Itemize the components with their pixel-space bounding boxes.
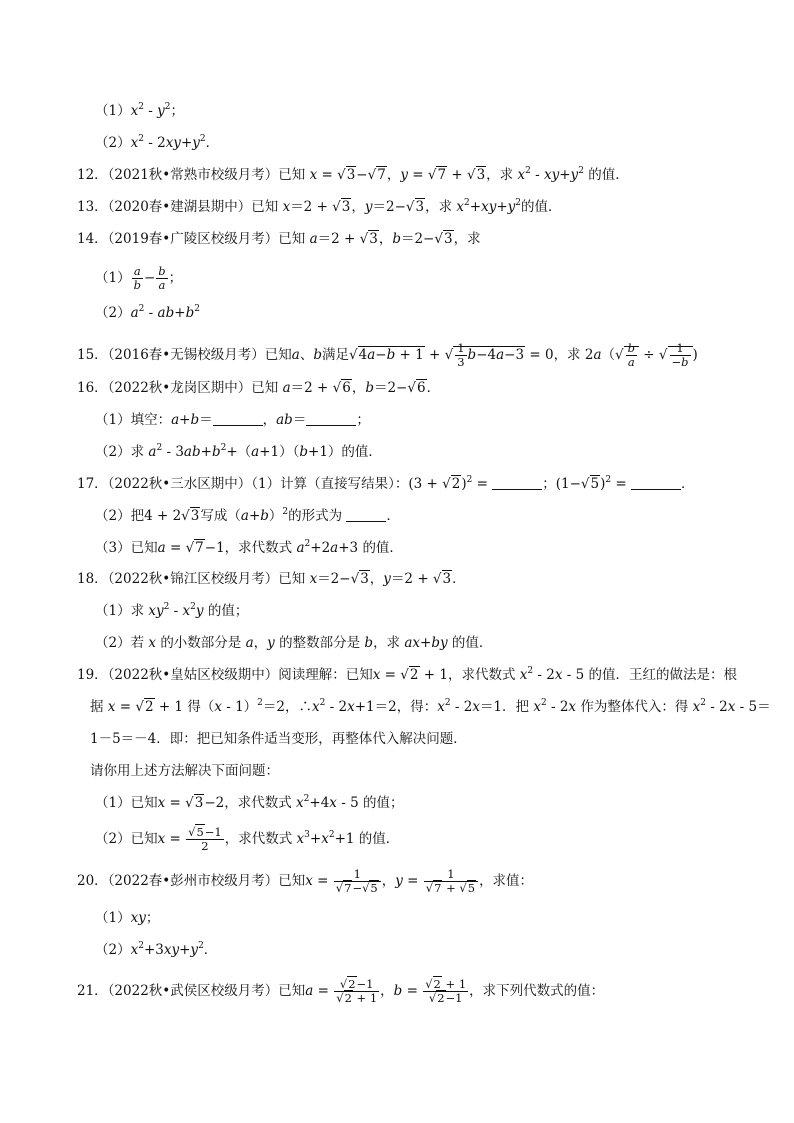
question-number: 18． (77, 571, 108, 587)
q19-part-1: （1）已知x = √3−2，求代数式 $x^2+4x - 5$ 的值； (95, 794, 404, 811)
q16-part-2: （2）求 $a^2 - 3ab+b^2+(a+1)(b+1)$的值． (95, 443, 382, 460)
q19-part-2: （2）已知x = $\frac{√5-1}{2}$ ，求代数式 $x^3+x^2+1$ 的值． (95, 825, 400, 853)
question-source: （2016春•无锡校级月考） (107, 347, 265, 363)
question-source: （2022秋•皇姑区校级期中） (107, 667, 279, 683)
question-source: （2022春•彭州市校级月考） (107, 873, 279, 889)
question-number: 14． (77, 231, 108, 247)
q17-part-2: （2）把4 + 2√3写成$(a+b)^2$的形式为 ． (95, 507, 400, 524)
question-number: 19． (77, 667, 108, 683)
question-number: 21． (77, 983, 108, 999)
question-number: 20． (77, 873, 108, 889)
q18-part-2: （2）若 x 的小数部分是 a，y 的整数部分是 b，求 ax+by 的值． (95, 635, 493, 651)
q20-part-2: $(2)x^2+3xy+y^2$． (95, 941, 218, 958)
question-21: 21．（2022秋•武侯区校级月考）已知a = $\frac{√2-1}{√2 + 1}$ ，b = $\frac{√2 + 1}{√2-1}$ ，求下列代数式的值： (77, 977, 605, 1005)
question-19: 19．（2022秋•皇姑区校级期中）阅读理解：已知x = √2 + 1，求代数式 $x^2 - 2x - 5$ 的值．王红的做法是：根 (77, 666, 738, 683)
question-source: （2022秋•武侯区校级月考） (107, 983, 279, 999)
question-18: 18．（2022秋•锦江区校级月考）已知 x＝2−√3，y＝2 + √3． (77, 571, 466, 587)
question-source: （2021秋•常熟市校级月考） (107, 167, 279, 183)
answer-blank[interactable] (306, 411, 356, 426)
q20-part-1: （1）xy； (95, 910, 160, 926)
q14-part-1: （1） $\frac{a}{b}$ − $\frac{b}{a}$ ； (95, 264, 183, 292)
question-14: 14．（2019春•广陵区校级月考）已知 a＝2 + √3，b＝2−√3，求 (77, 231, 481, 247)
question-number: 12． (77, 167, 108, 183)
q11-part-1: $(1)x^2 - y^2$； (95, 102, 184, 119)
question-source: （2022秋•三水区期中） (107, 476, 252, 492)
question-17: 17．（2022秋•三水区期中）（1）计算（直接写结果）：$(3 + √2)^2$ = ；$(1-√5)^2$ = ． (77, 475, 695, 492)
question-number: 17． (77, 476, 108, 492)
question-source: （2019春•广陵区校级月考） (107, 231, 279, 247)
question-number: 15． (77, 347, 108, 363)
question-16: 16．（2022秋•龙岗区期中）已知 a＝2 + √6，b＝2−√6． (77, 380, 441, 396)
question-number: 16． (77, 380, 108, 396)
question-number: 13． (77, 199, 108, 215)
question-12: 12．（2021秋•常熟市校级月考）已知 x = √3−√7，y = √7 + √3，求 $x^2 - xy+y^2$ 的值． (77, 166, 629, 183)
question-source: （2022秋•龙岗区期中） (107, 380, 252, 396)
question-15: 15．（2016春•无锡校级月考）已知a、b满足√4a−b + 1 + √ $\frac{1}{3}$ b−4a−3 = 0，求 2a（√ $\frac{b}{a}$ ÷ √ $\frac{1}{-b}$ ) (77, 341, 698, 369)
question-13: 13．（2020春•建湖县期中）已知 x＝2 + √3，y＝2−√3，求 $x^2+xy+y^2$的值． (77, 198, 562, 215)
q19-line-4: 请你用上述方法解决下面问题： (90, 763, 279, 779)
question-source: （2022秋•锦江区校级月考） (107, 571, 279, 587)
q14-part-2: $(2)a^2 - ab+b^2$ (95, 304, 200, 321)
answer-blank[interactable] (213, 411, 263, 426)
q19-line-2: 据 x = √2 + 1 得（x - 1）$^2$＝2，$\therefore x^2 - 2x+1=2$，得：$x^2 - 2x=1$．把 $x^2 - 2x$ 作为整体代入：得 $x^2 - 2x - 5=$ (90, 698, 771, 715)
answer-blank[interactable] (346, 507, 386, 522)
q16-part-1: （1）填空：a+b＝ ，ab＝ ； (95, 412, 370, 428)
q17-part-3: （3）已知a = √7−1，求代数式 $a^2+2a+3$ 的值． (95, 539, 403, 556)
q18-part-1: （1）求 $xy^2 - x^2y$ 的值； (95, 602, 249, 619)
answer-blank[interactable] (631, 475, 681, 490)
question-source: （2020春•建湖县期中） (107, 199, 252, 215)
question-20: 20．（2022春•彭州市校级月考）已知x = $\frac{1}{√7-√5}$ ，y = $\frac{1}{√7 + √5}$ ，求值： (77, 867, 534, 895)
q11-part-2: $(2)x^2 - 2xy+y^2$． (95, 134, 220, 151)
q19-line-3: 1－5＝－4．即：把已知条件适当变形，再整体代入解决问题． (90, 731, 467, 747)
answer-blank[interactable] (492, 475, 542, 490)
